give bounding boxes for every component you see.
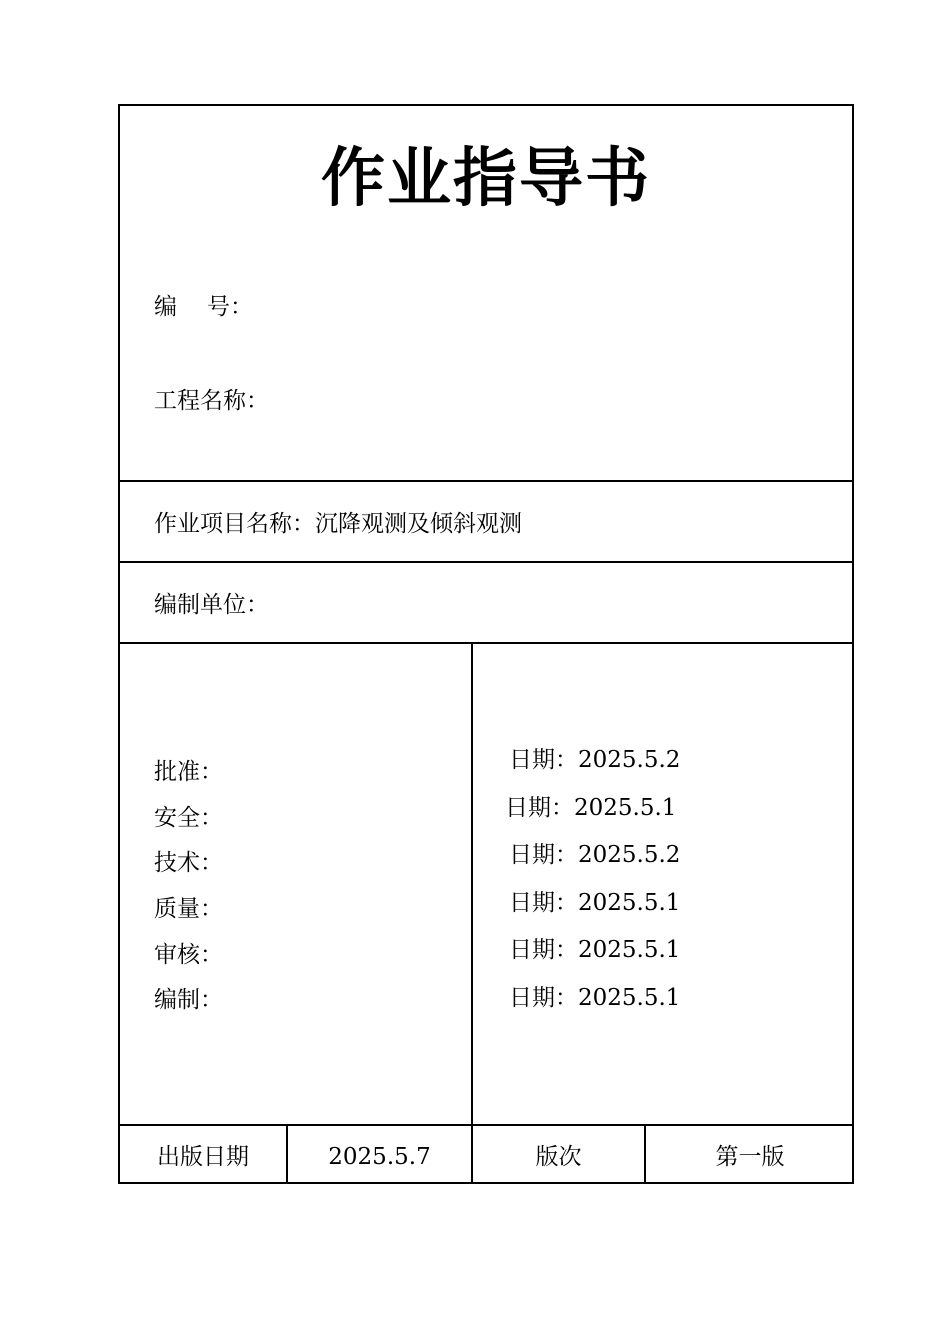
document-title: 作业指导书 (321, 141, 651, 216)
date-value: 2025.5.1 (578, 890, 681, 916)
project-name-field: 工程名称： (154, 388, 269, 414)
role-safety: 安全： (154, 805, 223, 831)
date-value: 2025.5.1 (574, 795, 677, 821)
divider (120, 561, 852, 563)
divider (120, 480, 852, 482)
date-label: 日期： (509, 985, 578, 1011)
publish-date-label: 出版日期 (157, 1144, 249, 1170)
role-approve: 批准： (154, 759, 223, 785)
edition-value: 第一版 (715, 1144, 785, 1170)
date-value: 2025.5.2 (578, 747, 681, 773)
date-safety (505, 793, 676, 823)
role-quality: 质量： (154, 896, 223, 922)
date-value: 2025.5.2 (578, 842, 681, 868)
divider (120, 642, 852, 644)
date-value: 2025.5.1 (578, 985, 681, 1011)
date-label: 日期： (509, 747, 578, 773)
role-review: 审核： (154, 942, 223, 968)
role-technical: 技术： (154, 850, 223, 876)
date-approve (509, 745, 680, 775)
work-instruction-form (118, 104, 854, 1184)
date-label: 日期： (509, 937, 578, 963)
date-compile (509, 983, 680, 1013)
date-label: 日期： (505, 795, 574, 821)
date-review (509, 935, 680, 965)
column-divider (471, 642, 473, 1126)
edition-label: 版次 (535, 1144, 582, 1170)
date-value: 2025.5.1 (578, 937, 681, 963)
date-label: 日期： (509, 842, 578, 868)
number-field (154, 292, 253, 322)
divider (120, 1124, 852, 1126)
number-label-a: 编 (154, 294, 177, 320)
work-item-name: 作业项目名称：沉降观测及倾斜观测 (154, 511, 522, 537)
date-label: 日期： (509, 890, 578, 916)
compiler-unit-field: 编制单位： (154, 592, 269, 618)
number-label-b: 号： (207, 294, 253, 320)
date-technical (509, 840, 680, 870)
publish-date-value: 2025.5.7 (328, 1144, 431, 1170)
date-quality (509, 888, 680, 918)
role-compile: 编制： (154, 987, 223, 1013)
